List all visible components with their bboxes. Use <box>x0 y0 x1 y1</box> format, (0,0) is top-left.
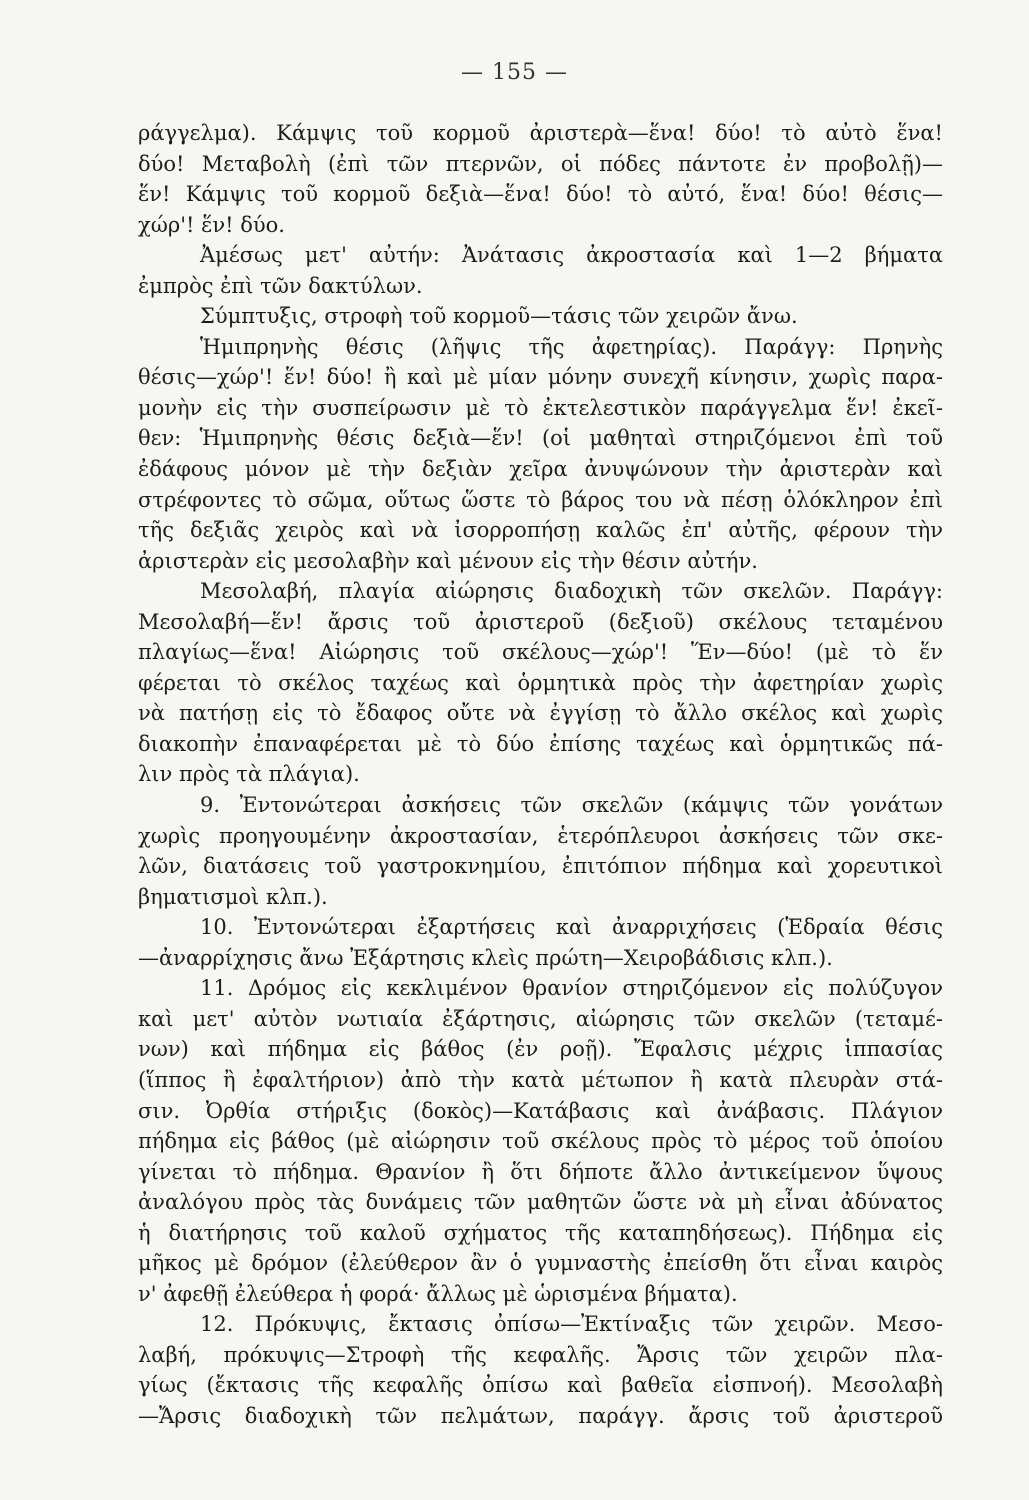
text-line: θέσις—χώρ'! ἕν! δύο! ἢ καὶ μὲ μίαν μόνην συνεχῆ κίνησιν, χωρὶς παρα- <box>138 365 943 390</box>
text-line: φέρεται τὸ σκέλος ταχέως καὶ ὁρμητικὰ πρὸς τὴν ἀφετηρίαν χωρὶς <box>138 670 943 695</box>
text-line: Μεσολαβή—ἕν! ἄρσις τοῦ ἀριστεροῦ (δεξιοῦ) σκέλους τεταμένου <box>138 609 943 634</box>
text-line: μονὴν εἰς τὴν συσπείρωσιν μὲ τὸ ἐκτελεστικὸν παράγγελμα ἕν! ἐκεῖ- <box>138 395 943 420</box>
text-line: νὰ πατήσῃ εἰς τὸ ἔδαφος οὔτε νὰ ἐγγίσῃ τὸ ἄλλο σκέλος καὶ χωρὶς <box>138 701 943 726</box>
text-line: στρέφοντες τὸ σῶμα, οὕτως ὥστε τὸ βάρος του νὰ πέσῃ ὁλόκληρον ἐπὶ <box>138 487 943 512</box>
page-number: — 155 — <box>461 60 568 85</box>
text-line: γίνεται τὸ πήδημα. Θρανίον ἢ ὅτι δήποτε ἄλλο ἀντικείμενον ὕψους <box>138 1159 943 1184</box>
text-line: σιν. Ὀρθία στήριξις (δοκὸς)—Κατάβασις καὶ ἀνάβασις. Πλάγιον <box>138 1098 943 1123</box>
text-line: χώρ'! ἕν! δύο. <box>138 212 285 237</box>
text-line: θεν: Ἡμιπρηνὴς θέσις δεξιὰ—ἕν! (οἱ μαθηταὶ στηριζόμενοι ἐπὶ τοῦ <box>138 426 943 451</box>
text-line: βηματισμοὶ κλπ.). <box>138 884 328 909</box>
text-line: 10. Ἐντονώτεραι ἐξαρτήσεις καὶ ἀναρριχήσεις (Ἑδραία θέσις <box>200 915 943 940</box>
text-line: Σύμπτυξις, στροφὴ τοῦ κορμοῦ—τάσις τῶν χειρῶν ἄνω. <box>200 304 798 329</box>
text-line: 9. Ἐντονώτεραι ἀσκήσεις τῶν σκελῶν (κάμψις τῶν γονάτων <box>200 793 943 818</box>
text-line: Μεσολαβή, πλαγία αἰώρησις διαδοχικὴ τῶν σκελῶν. Παράγγ: <box>200 579 943 604</box>
text-line: λιν πρὸς τὰ πλάγια). <box>138 762 360 787</box>
text-line: Ἡμιπρηνὴς θέσις (λῆψις τῆς ἀφετηρίας). Παράγγ: Πρηνὴς <box>200 334 943 359</box>
text-line: καὶ μετ' αὐτὸν νωτιαία ἐξάρτησις, αἰώρησις τῶν σκελῶν (τεταμέ- <box>138 1006 943 1031</box>
text-line: διακοπὴν ἐπαναφέρεται μὲ τὸ δύο ἐπίσης ταχέως καὶ ὁρμητικῶς πά- <box>138 731 943 756</box>
text-line: δύο! Μεταβολὴ (ἐπὶ τῶν πτερνῶν, οἱ πόδες πάντοτε ἐν προβολῇ)— <box>138 151 943 176</box>
text-line: ράγγελμα). Κάμψις τοῦ κορμοῦ ἀριστερὰ—ἕνα! δύο! τὸ αὐτὸ ἕνα! <box>138 121 943 145</box>
text-line: 12. Πρόκυψις, ἔκτασις ὀπίσω—Ἐκτίναξις τῶν χειρῶν. Μεσο- <box>200 1312 943 1337</box>
text-line: ἕν! Κάμψις τοῦ κορμοῦ δεξιὰ—ἕνα! δύο! τὸ αὐτό, ἕνα! δύο! θέσις— <box>138 182 943 207</box>
text-line: ἐμπρὸς ἐπὶ τῶν δακτύλων. <box>138 273 423 298</box>
text-line: Ἀμέσως μετ' αὐτήν: Ἀνάτασις ἀκροστασία καὶ 1—2 βήματα <box>200 243 943 268</box>
text-line: λῶν, διατάσεις τοῦ γαστροκνημίου, ἐπιτόπιον πήδημα καὶ χορευτικοὶ <box>138 854 943 879</box>
text-line: λαβή, πρόκυψις—Στροφὴ τῆς κεφαλῆς. Ἄρσις τῶν χειρῶν πλα- <box>138 1342 943 1367</box>
text-line: —ἀναρρίχησις ἄνω Ἐξάρτησις κλεὶς πρώτη—Χειροβάδισις κλπ.). <box>138 945 833 970</box>
text-line: (ἵππος ἢ ἐφαλτήριον) ἀπὸ τὴν κατὰ μέτωπον ἢ κατὰ πλευρὰν στά- <box>138 1067 943 1092</box>
text-line: 11. Δρόμος εἰς κεκλιμένον θρανίον στηριζόμενον εἰς πολύζυγον <box>200 976 943 1001</box>
text-line: ἀριστερὰν εἰς μεσολαβὴν καὶ μένουν εἰς τὴν θέσιν αὐτήν. <box>138 548 758 573</box>
text-line: ἡ διατήρησις τοῦ καλοῦ σχήματος τῆς καταπηδήσεως). Πήδημα εἰς <box>138 1220 943 1245</box>
text-line: μῆκος μὲ δρόμον (ἐλεύθερον ἂν ὁ γυμναστὴς ἐπείσθη ὅτι εἶναι καιρὸς <box>138 1251 943 1276</box>
text-line: τῆς δεξιᾶς χειρὸς καὶ νὰ ἰσορροπήσῃ καλῶς ἐπ' αὐτῆς, φέρουν τὴν <box>138 518 943 543</box>
text-line: πήδημα εἰς βάθος (μὲ αἰώρησιν τοῦ σκέλους πρὸς τὸ μέρος τοῦ ὁποίου <box>138 1129 943 1154</box>
text-line: —Ἄρσις διαδοχικὴ τῶν πελμάτων, παράγγ. ἄρσις τοῦ ἀριστεροῦ <box>138 1403 943 1428</box>
text-line: πλαγίως—ἕνα! Αἰώρησις τοῦ σκέλους—χώρ'! Ἕν—δύο! (μὲ τὸ ἕν <box>138 640 943 665</box>
text-line: ἐδάφους μόνον μὲ τὴν δεξιὰν χεῖρα ἀνυψώνουν τὴν ἀριστερὰν καὶ <box>138 457 943 482</box>
body-text <box>138 118 943 1432</box>
text-line: χωρὶς προηγουμένην ἀκροστασίαν, ἑτερόπλευροι ἀσκήσεις τῶν σκε- <box>138 823 943 848</box>
text-line: ν' ἀφεθῇ ἐλεύθερα ἡ φορά· ἄλλως μὲ ὡρισμένα βήματα). <box>138 1281 738 1306</box>
text-line: ἀναλόγου πρὸς τὰς δυνάμεις τῶν μαθητῶν ὥστε νὰ μὴ εἶναι ἀδύνατος <box>138 1190 943 1215</box>
text-line: νων) καὶ πήδημα εἰς βάθος (ἐν ροῇ). Ἔφαλσις μέχρις ἱππασίας <box>138 1037 943 1062</box>
text-line: γίως (ἔκτασις τῆς κεφαλῆς ὀπίσω καὶ βαθεῖα εἰσπνοή). Μεσολαβὴ <box>138 1373 943 1398</box>
